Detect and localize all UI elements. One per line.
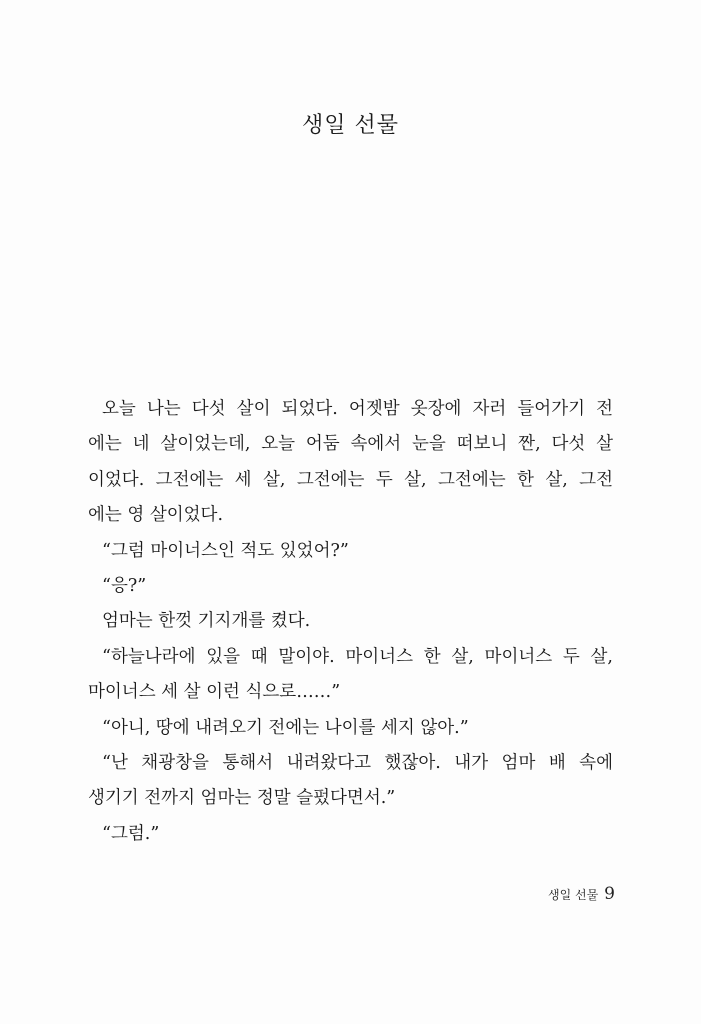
- dialogue-line: 생기기 전까지 엄마는 정말 슬펐다면서.”: [88, 788, 396, 809]
- page-number: 9: [604, 884, 615, 904]
- body-text: [88, 392, 613, 852]
- dialogue-line: “아니, 땅에 내려오기 전에는 나이를 세지 않아.”: [102, 717, 469, 738]
- running-title: 생일 선물: [547, 888, 599, 902]
- dialogue-line: “응?”: [102, 575, 147, 596]
- text-line: 에는 영 살이었다.: [88, 505, 224, 526]
- text-line: 이었다. 그전에는 세 살, 그전에는 두 살, 그전에는 한 살, 그전: [88, 469, 613, 490]
- chapter-title: 생일 선물: [301, 113, 399, 138]
- dialogue-line: 마이너스 세 살 이런 식으로……”: [88, 682, 341, 703]
- dialogue-line: “하늘나라에 있을 때 말이야. 마이너스 한 살, 마이너스 두 살,: [102, 646, 613, 667]
- page-footer: [548, 884, 615, 904]
- text-line: 에는 네 살이었는데, 오늘 어둠 속에서 눈을 떠보니 짠, 다섯 살: [88, 434, 613, 455]
- text-line: 오늘 나는 다섯 살이 되었다. 어젯밤 옷장에 자러 들어가기 전: [102, 399, 613, 419]
- dialogue-line: “그럼.”: [102, 823, 160, 844]
- text-line: 엄마는 한껏 기지개를 켰다.: [102, 611, 311, 632]
- dialogue-line: “난 채광창을 통해서 내려왔다고 했잖아. 내가 엄마 배 속에: [102, 752, 613, 773]
- dialogue-line: “그럼 마이너스인 적도 있었어?”: [102, 540, 349, 561]
